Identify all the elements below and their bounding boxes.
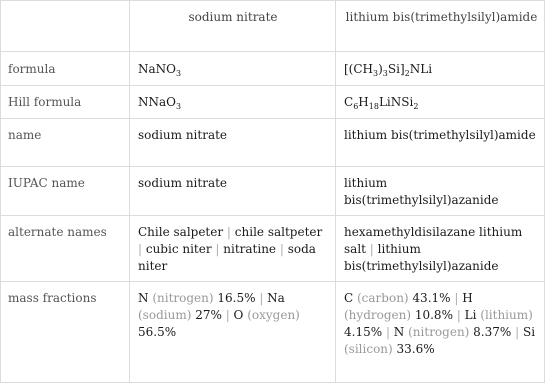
column-divider — [335, 0, 336, 383]
column-header-sodium-nitrate: sodium nitrate — [188, 10, 278, 24]
alternate-name: soda niter — [138, 242, 316, 273]
mass-fraction-nitrogen: N (nitrogen) 16.5% — [138, 291, 256, 305]
mass-fraction-oxygen: O (oxygen) 56.5% — [138, 308, 300, 339]
separator: | — [450, 291, 463, 305]
hill-formula-cell: $C_6H_{18}LiNSi_2$ — [344, 95, 419, 111]
row-divider — [0, 166, 545, 167]
mass-fractions-cell — [344, 290, 539, 358]
row-label-name: name — [8, 128, 42, 142]
alternate-names-cell — [344, 224, 539, 275]
mass-fraction-sodium: Na (sodium) 27% — [138, 291, 285, 322]
alternate-name: nitratine — [223, 242, 277, 256]
separator: | — [221, 308, 234, 322]
row-divider — [0, 0, 545, 1]
separator: | — [276, 242, 288, 256]
row-label-mass-fractions: mass fractions — [8, 291, 97, 305]
alternate-names-cell — [138, 224, 328, 275]
alternate-name: Chile salpeter — [138, 225, 224, 239]
alternate-name: lithium bis(trimethylsilyl)azanide — [344, 242, 499, 273]
name-cell: sodium nitrate — [138, 128, 228, 142]
column-header-lithium-bis-trimethylsilyl-amide: lithium bis(trimethylsilyl)amide — [345, 10, 538, 24]
iupac-name-cell: lithium bis(trimethylsilyl)azanide — [344, 176, 499, 207]
mass-fractions-cell — [138, 290, 328, 341]
separator: | — [223, 225, 235, 239]
row-label-formula: formula — [8, 62, 56, 76]
formula-cell: NaNO$_3$ — [138, 62, 182, 78]
mass-fraction-lithium: Li (lithium) 4.15% — [344, 308, 533, 339]
hill-formula-cell: NNaO$_3$ — [138, 95, 182, 111]
alternate-name: chile saltpeter — [234, 225, 323, 239]
separator: | — [382, 325, 394, 339]
mass-fraction-carbon: C (carbon) 43.1% — [344, 291, 451, 305]
mass-fraction-nitrogen: N (nitrogen) 8.37% — [393, 325, 512, 339]
alternate-name: hexamethyldisilazane lithium salt — [344, 225, 523, 256]
alternate-name: cubic niter — [145, 242, 212, 256]
separator: | — [255, 291, 268, 305]
table-border-left — [0, 0, 1, 383]
separator: | — [511, 325, 523, 339]
mass-fraction-silicon: Si (silicon) 33.6% — [344, 325, 536, 356]
row-divider — [0, 215, 545, 216]
row-label-hill-formula: Hill formula — [8, 95, 82, 109]
iupac-name-cell: sodium nitrate — [138, 176, 228, 190]
row-label-iupac-name: IUPAC name — [8, 176, 85, 190]
separator: | — [211, 242, 224, 256]
row-divider — [0, 118, 545, 119]
row-divider — [0, 85, 545, 86]
column-divider — [129, 0, 130, 383]
row-divider — [0, 281, 545, 282]
name-cell: lithium bis(trimethylsilyl)amide — [344, 128, 536, 142]
mass-fraction-hydrogen: H (hydrogen) 10.8% — [344, 291, 473, 322]
separator: | — [365, 242, 378, 256]
separator: | — [138, 242, 146, 256]
row-label-alternate-names: alternate names — [8, 225, 107, 239]
formula-cell: $[(CH_3)_3Si]_2NLi$ — [344, 62, 433, 78]
row-divider — [0, 51, 545, 52]
separator: | — [452, 308, 465, 322]
